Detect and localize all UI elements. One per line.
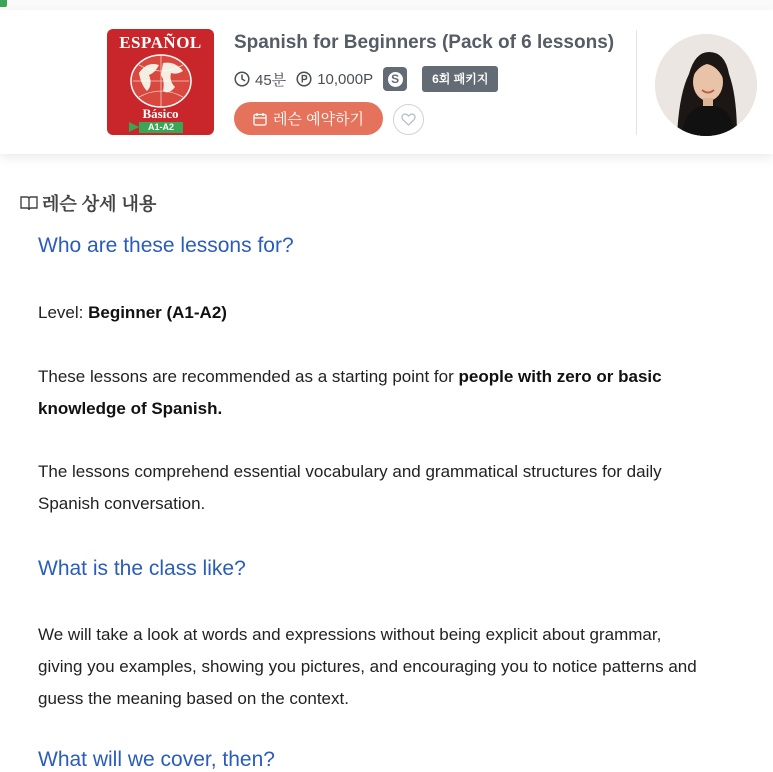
duration-text: 45분 <box>255 71 287 89</box>
recommendation-text: These lessons are recommended as a starting point for <box>38 367 459 386</box>
tutor-photo <box>655 34 757 136</box>
class-description-paragraph: We will take a look at words and expressions without being explicit about grammar, giving you examples, showing you pictures, and encouraging you to notice patterns and guess the meaning based on the context. <box>38 625 697 708</box>
book-icon <box>20 195 38 211</box>
section-header-label: 레슨 상세 내용 <box>42 194 157 214</box>
heading-class-like: What is the class like? <box>38 557 246 580</box>
comprehend-paragraph: The lessons comprehend essential vocabulary and grammatical structures for daily Spanish conversation. <box>38 462 662 513</box>
thumbnail-level-tag: A1-A2 <box>139 122 183 133</box>
heading-who-for: Who are these lessons for? <box>38 234 294 257</box>
recommendation-paragraph <box>38 361 698 425</box>
book-lesson-label: 레슨 예약하기 <box>272 111 365 128</box>
clock-icon <box>234 71 250 87</box>
heading-what-cover: What will we cover, then? <box>38 748 275 771</box>
calendar-icon <box>253 112 267 126</box>
level-paragraph <box>38 297 718 329</box>
thumbnail-title: ESPAÑOL <box>119 33 202 52</box>
header-divider <box>636 30 637 135</box>
course-header-card <box>0 10 773 154</box>
heart-icon <box>401 113 416 126</box>
points-icon <box>296 71 312 87</box>
price-text: 10,000P <box>317 70 374 88</box>
level-value: Beginner (A1-A2) <box>88 303 227 322</box>
globe-icon <box>125 51 197 109</box>
section-header <box>20 190 156 216</box>
recommendation-bold: people with zero or basic knowledge of Spanish. <box>38 367 662 418</box>
level-label: Level: <box>38 303 89 322</box>
skype-icon: S <box>383 67 407 91</box>
favicon-icon <box>0 0 7 7</box>
tutor-avatar[interactable] <box>655 34 757 136</box>
thumbnail-subtitle: Básico <box>142 106 179 121</box>
favorite-button[interactable] <box>393 104 424 135</box>
course-thumbnail[interactable] <box>107 29 214 135</box>
pack-badge: 6회 패키지 <box>422 66 498 92</box>
course-meta-row <box>234 66 498 92</box>
book-lesson-button[interactable] <box>234 102 383 135</box>
course-title: Spanish for Beginners (Pack of 6 lessons) <box>234 32 615 53</box>
